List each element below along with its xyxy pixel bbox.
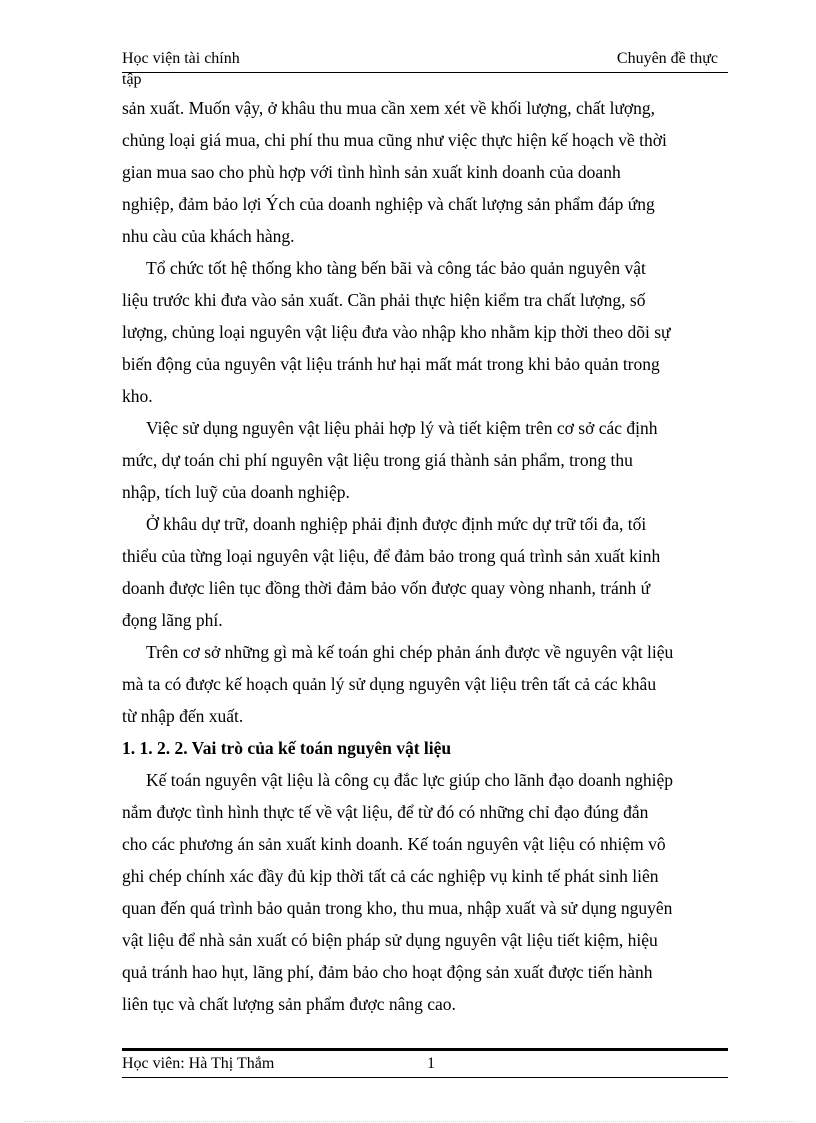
paragraph-6: Kế toán nguyên vật liệu là công cụ đắc lực giúp cho lãnh đạo doanh nghiệp nắm được tình hình thực tế về vật liệu, để từ đó có những chỉ đạo đúng đắn cho các phương án sản xuất kinh doanh. Kế toán nguyên vật liệu có nhiệm vô ghi chép chính xác đầy đủ kịp thời tất cả các nghiệp vụ kinh tế phát sinh liên quan đến quá trình bảo quản trong kho, thu mua, nhập xuất và sử dụng nguyên vật liệu để nhà sản xuất có biện pháp sử dụng nguyên vật liệu tiết kiệm, hiệu quả tránh hao hụt, lãng phí, đảm bảo cho hoạt động sản xuất được tiến hành liên tục và chất lượng sản phẩm được nâng cao.: [122, 770, 674, 1014]
footer-author: Học viên: Hà Thị Thắm: [122, 1055, 275, 1072]
paragraph-4: Ở khâu dự trữ, doanh nghiệp phải định được định mức dự trữ tối đa, tối thiểu của từng loại nguyên vật liệu, để đảm bảo trong quá trình sản xuất kinh doanh được liên tục đồng thời đảm bảo vốn được quay vòng nhanh, tránh ứ đọng lãng phí.: [122, 514, 661, 630]
header-institution: Học viện tài chính: [122, 50, 240, 67]
header-title: Chuyên đề thực: [616, 50, 718, 67]
footer-bottom-rule: [122, 1077, 728, 1078]
footer-rule: [122, 1048, 728, 1051]
body-text: [122, 92, 728, 1020]
page-number: 1: [427, 1055, 435, 1072]
section-heading: 1. 1. 2. 2. Vai trò của kế toán nguyên vật liệu: [122, 738, 452, 758]
paragraph-2: Tổ chức tốt hệ thống kho tàng bến bãi và công tác bảo quản nguyên vật liệu trước khi đưa vào sản xuất. Cần phải thực hiện kiểm tra chất lượng, số lượng, chủng loại nguyên vật liệu đưa vào nhập kho nhằm kịp thời theo dõi sự biến động của nguyên vật liệu tránh hư hại mất mát trong khi bảo quản trong kho.: [122, 258, 671, 406]
header-title-wrap: tập: [122, 71, 142, 88]
page-boundary: [24, 1121, 794, 1122]
paragraph-3: Việc sử dụng nguyên vật liệu phải hợp lý và tiết kiệm trên cơ sở các định mức, dự toán chi phí nguyên vật liệu trong giá thành sản phẩm, trong thu nhập, tích luỹ của doanh nghiệp.: [122, 418, 658, 502]
paragraph-5: Trên cơ sở những gì mà kế toán ghi chép phản ánh được về nguyên vật liệu mà ta có được kế hoạch quản lý sử dụng nguyên vật liệu trên tất cả các khâu từ nhập đến xuất.: [122, 642, 674, 726]
paragraph-1: sản xuất. Muốn vậy, ở khâu thu mua cần xem xét về khối lượng, chất lượng, chủng loại giá mua, chi phí thu mua cũng như việc thực hiện kế hoạch về thời gian mua sao cho phù hợp với tình hình sản xuất kinh doanh của doanh nghiệp, đảm bảo lợi Ých của doanh nghiệp và chất lượng sản phẩm đáp ứng nhu càu của khách hàng.: [122, 98, 667, 246]
header-rule: [122, 72, 728, 73]
